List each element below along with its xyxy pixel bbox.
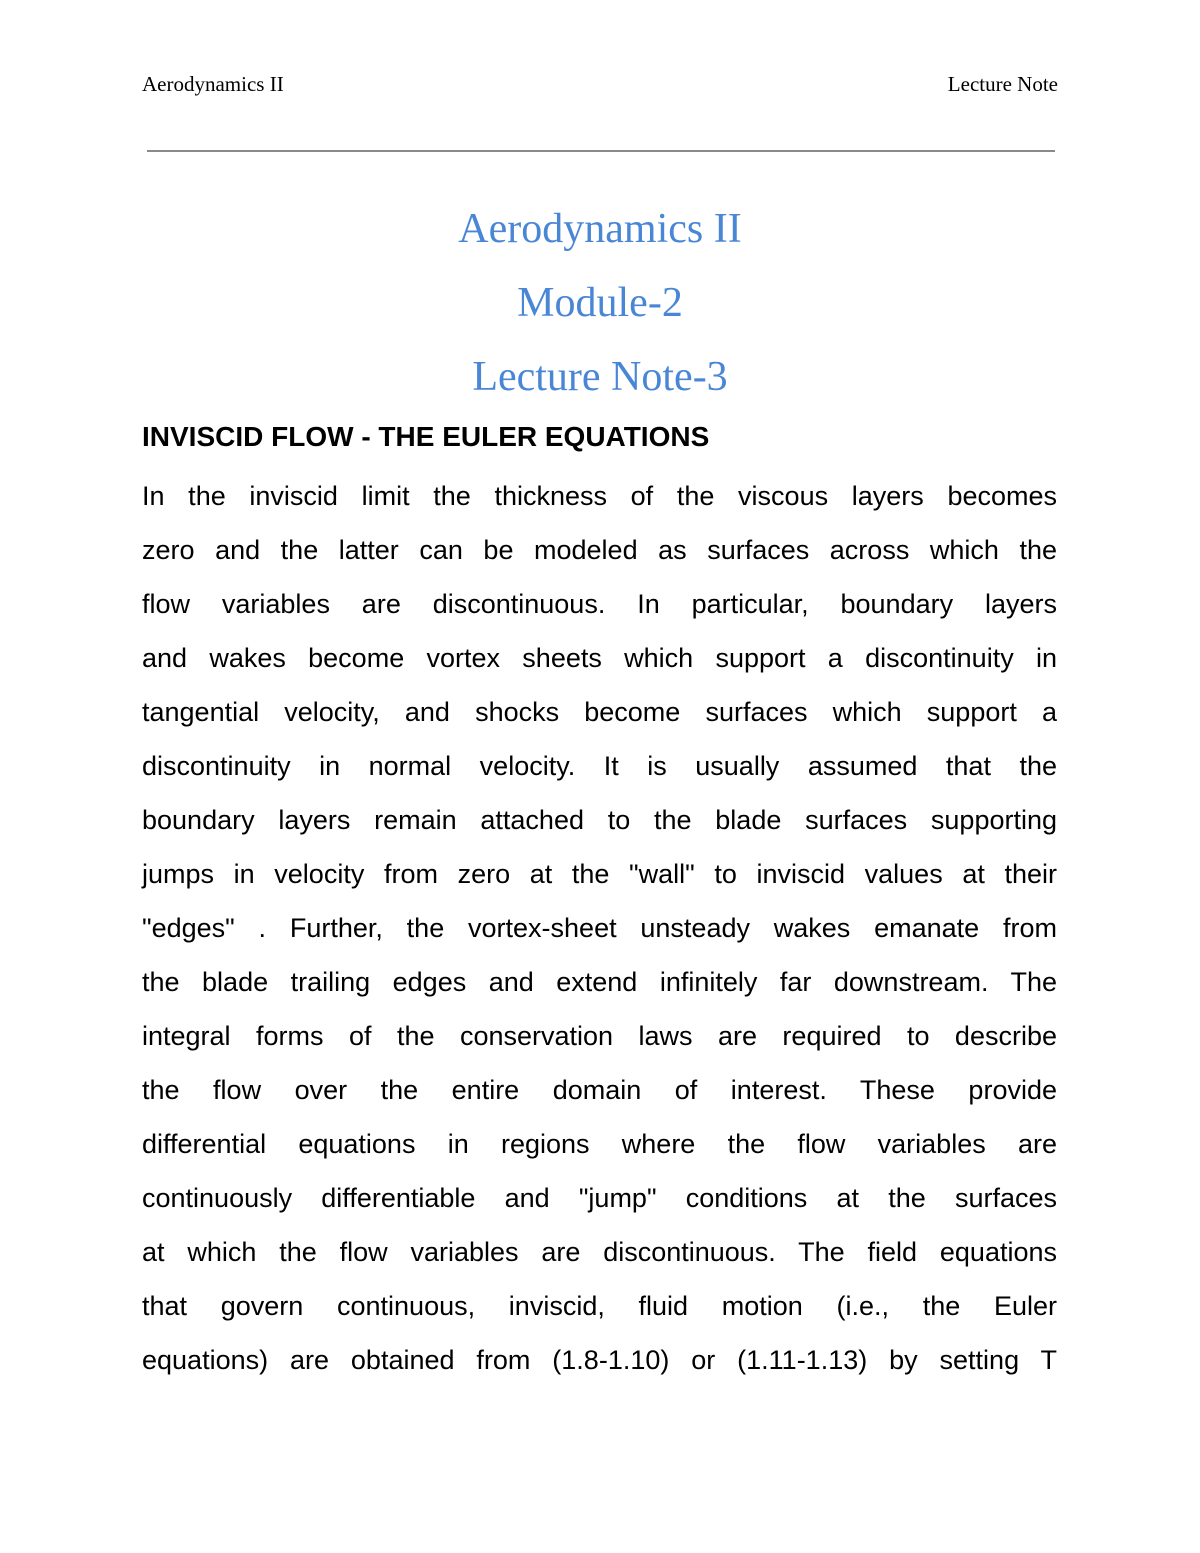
section-heading: INVISCID FLOW - THE EULER EQUATIONS [142, 421, 710, 452]
paragraph-line: that govern continuous, inviscid, fluid motion (i.e., the Euler [142, 1291, 1057, 1321]
title-course: Aerodynamics II [458, 206, 742, 252]
title-module: Module-2 [517, 280, 683, 326]
paragraph-line: at which the flow variables are discontinuous. The field equations [142, 1237, 1057, 1267]
title-lecture: Lecture Note-3 [472, 354, 728, 400]
paragraph-line: jumps in velocity from zero at the "wall" to inviscid values at their [142, 859, 1057, 889]
paragraph-line: tangential velocity, and shocks become surfaces which support a [142, 697, 1057, 727]
paragraph-line: zero and the latter can be modeled as surfaces across which the [142, 535, 1057, 565]
paragraph-line: the blade trailing edges and extend infinitely far downstream. The [142, 967, 1057, 997]
paragraph-line: continuously differentiable and "jump" conditions at the surfaces [142, 1183, 1057, 1213]
title-block [142, 192, 1058, 414]
paragraph-line: differential equations in regions where the flow variables are [142, 1129, 1057, 1159]
paragraph-line: the flow over the entire domain of interest. These provide [142, 1075, 1057, 1105]
paragraph-line: "edges" . Further, the vortex-sheet unsteady wakes emanate from [142, 913, 1057, 943]
running-header [142, 72, 1058, 102]
paragraph-line: discontinuity in normal velocity. It is usually assumed that the [142, 751, 1057, 781]
header-course-title: Aerodynamics II [142, 72, 284, 96]
paragraph-line: flow variables are discontinuous. In particular, boundary layers [142, 589, 1057, 619]
paragraph-line: In the inviscid limit the thickness of the viscous layers becomes [142, 481, 1057, 511]
paragraph-line: integral forms of the conservation laws are required to describe [142, 1021, 1057, 1051]
header-divider [147, 150, 1055, 152]
body-paragraph [142, 469, 1057, 1387]
paragraph-line: boundary layers remain attached to the blade surfaces supporting [142, 805, 1057, 835]
header-document-type: Lecture Note [947, 72, 1058, 96]
paragraph-line: and wakes become vortex sheets which support a discontinuity in [142, 643, 1057, 673]
paragraph-line: equations) are obtained from (1.8-1.10) or (1.11-1.13) by setting T [142, 1345, 1057, 1375]
